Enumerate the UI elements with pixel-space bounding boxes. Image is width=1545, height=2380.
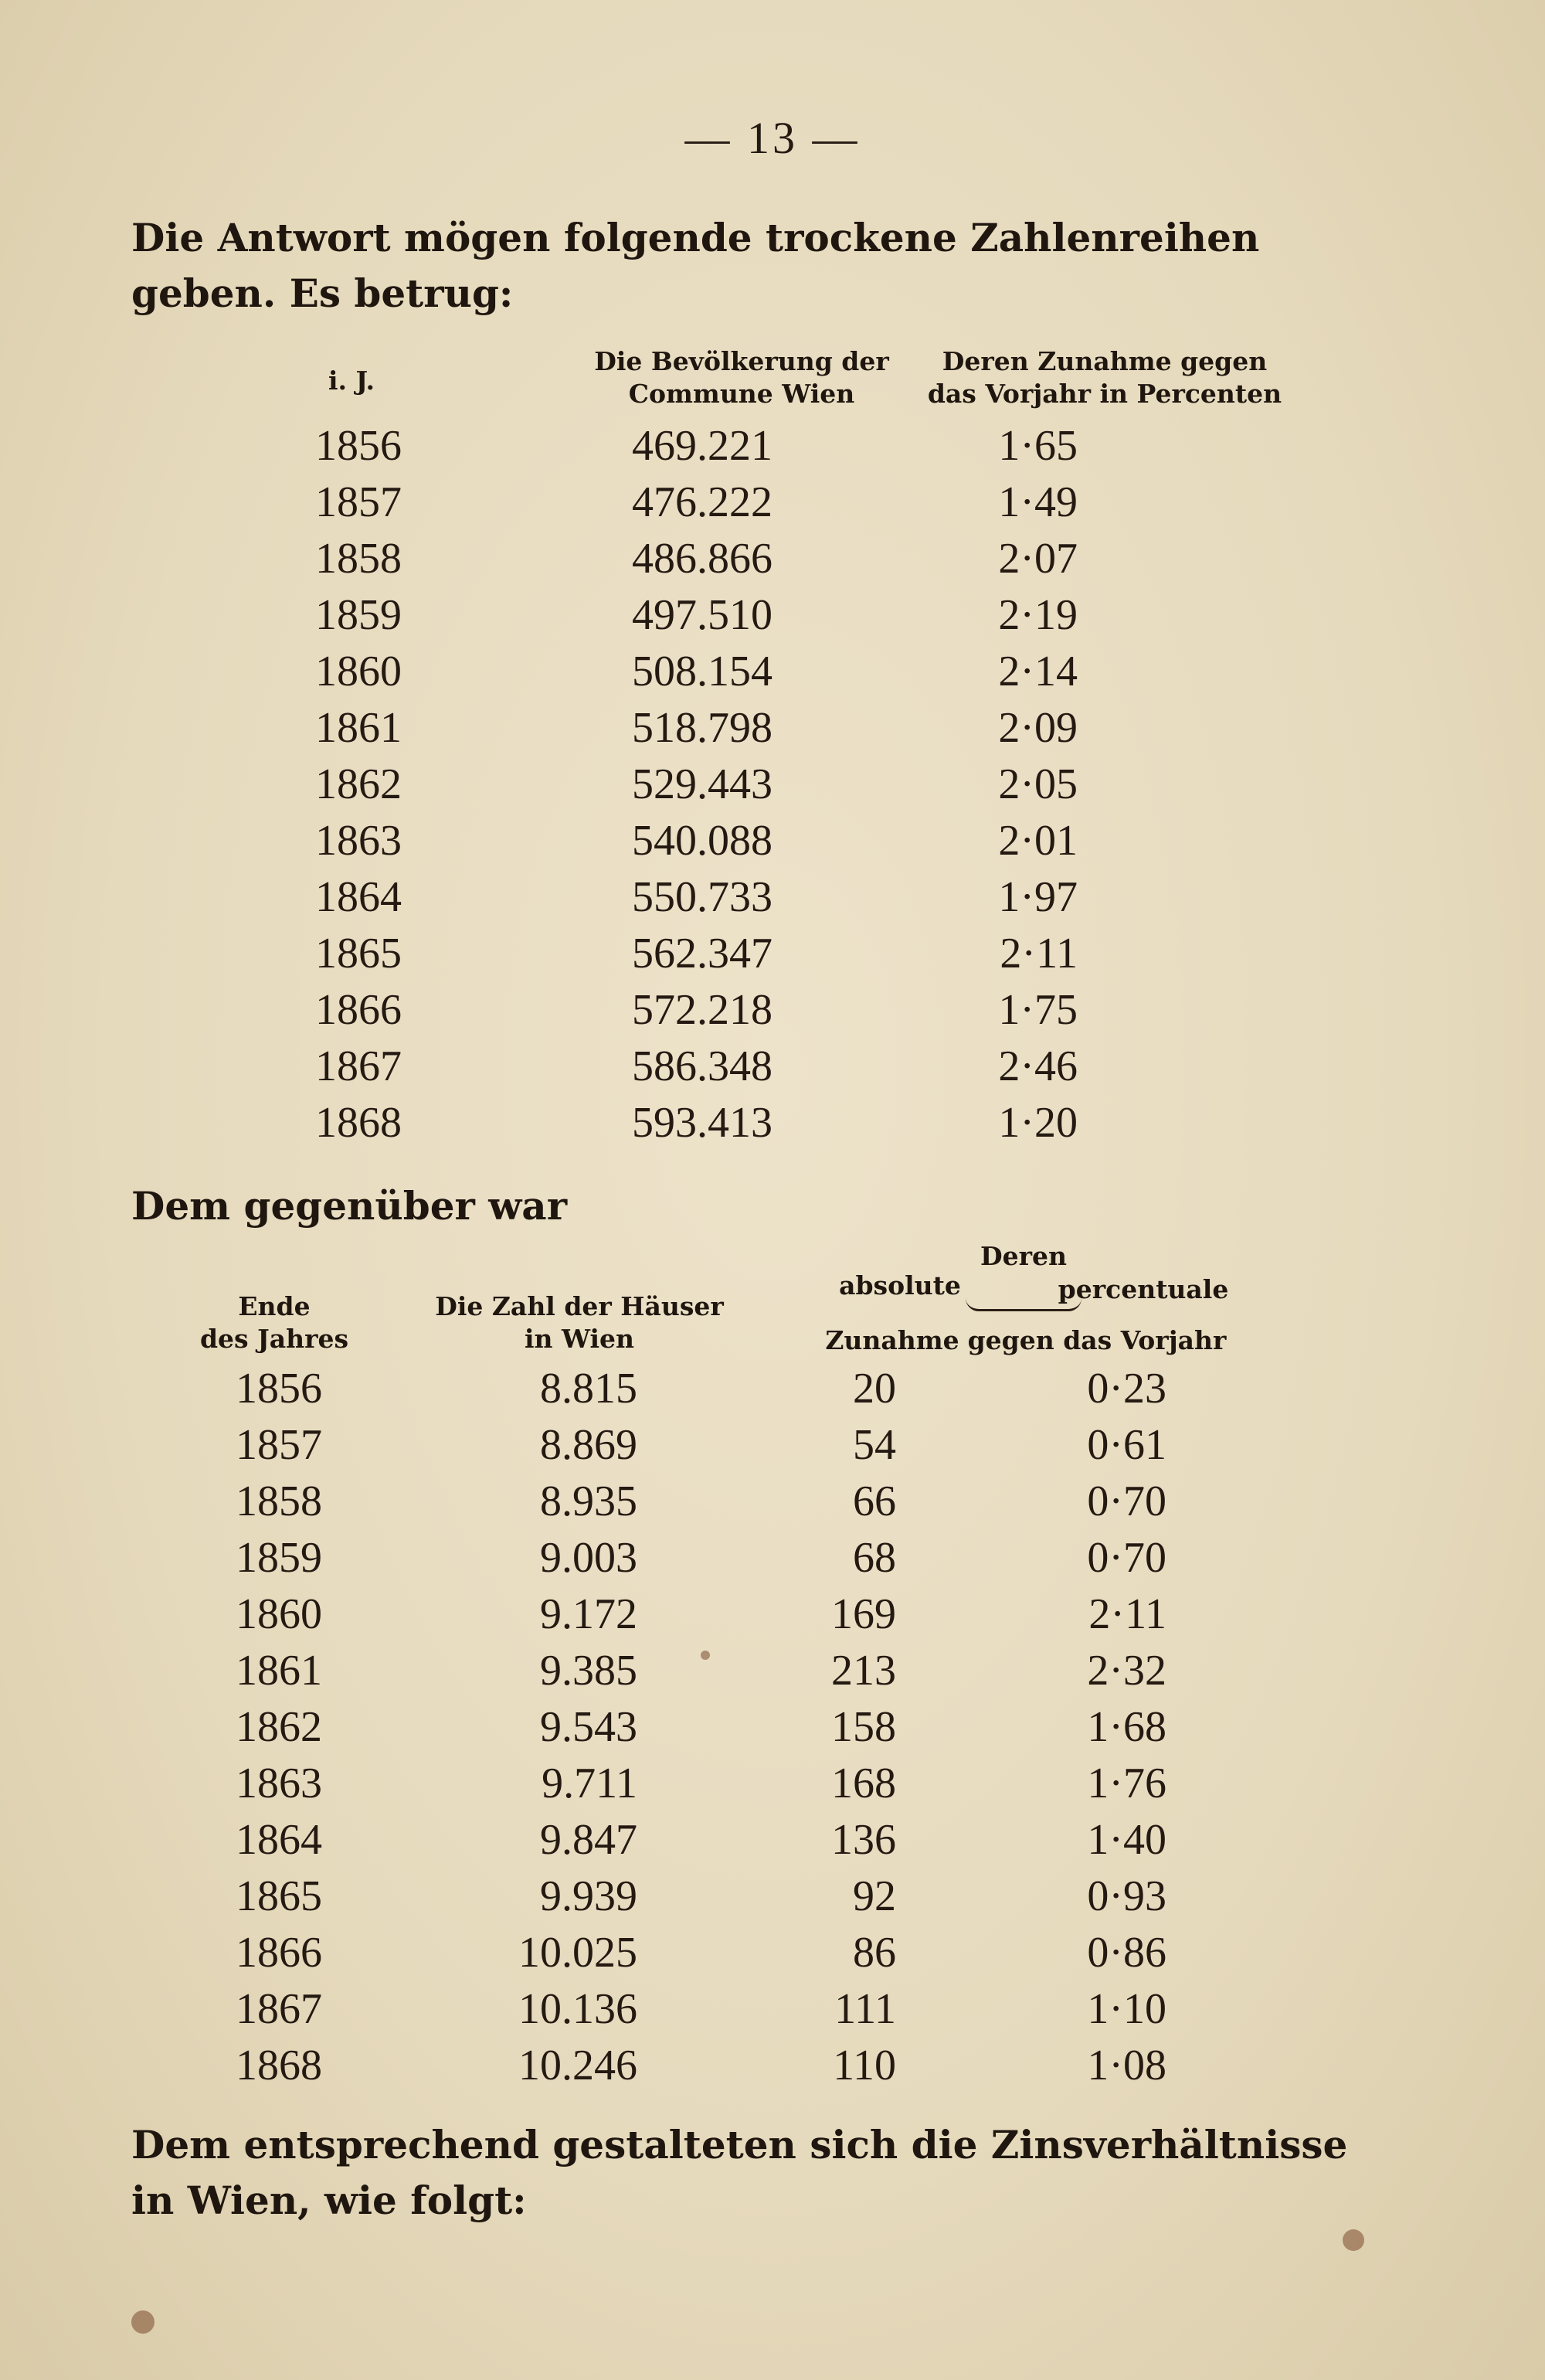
table1-header-year	[294, 365, 409, 397]
table1-cell-percent: 1·49	[998, 478, 1078, 526]
table1-cell-percent: 2·14	[998, 648, 1078, 695]
table2-cell-percent: 0·23	[1087, 1365, 1166, 1413]
table2-cell-absolute: 136	[831, 1816, 896, 1864]
table2-cell-houses: 9.711	[542, 1760, 637, 1807]
table1-cell-population: 497.510	[632, 591, 772, 639]
table2-cell-percent: 0·70	[1087, 1477, 1166, 1525]
table1-cell-population: 508.154	[632, 648, 772, 695]
table2-cell-absolute: 68	[853, 1534, 896, 1582]
table2-cell-houses: 8.869	[540, 1421, 637, 1469]
paper-stain	[701, 1651, 710, 1660]
paper-stain	[1343, 2229, 1364, 2251]
table2-cell-percent: 0·61	[1087, 1421, 1166, 1469]
table1-cell-population: 469.221	[632, 422, 772, 470]
table1-cell-percent: 2·09	[998, 704, 1078, 752]
intro-paragraph: Die Antwort mögen folgende trockene Zahlenreihen geben. Es betrug:	[131, 215, 1260, 316]
table2-cell-year: 1868	[236, 2042, 322, 2089]
table2-header-houses	[417, 1290, 742, 1355]
table2-cell-percent: 2·32	[1087, 1647, 1166, 1695]
table2-cell-year: 1862	[236, 1703, 322, 1751]
table2-cell-percent: 1·08	[1087, 2042, 1166, 2089]
table1-cell-percent: 2·05	[998, 760, 1078, 808]
table2-header-houses-line1: Die Zahl der Häuser	[435, 1291, 724, 1321]
table2-cell-percent: 0·93	[1087, 1872, 1166, 1920]
table2-header-absolute-line1: absolute	[839, 1270, 961, 1300]
table1-cell-year: 1867	[315, 1042, 402, 1090]
table1-cell-percent: 2·01	[998, 817, 1078, 865]
table2-cell-absolute: 158	[831, 1703, 896, 1751]
table2-cell-absolute: 54	[853, 1421, 896, 1469]
table1-cell-year: 1868	[315, 1099, 402, 1147]
table2-header-percent-line2: gegen das Vorjahr	[967, 1325, 1227, 1355]
table2-cell-absolute: 66	[853, 1477, 896, 1525]
table2-header-deren: Deren	[980, 1241, 1067, 1271]
table2-header-percent-line1: percentuale	[1058, 1274, 1229, 1304]
table2-cell-absolute: 213	[831, 1647, 896, 1695]
table1-header-increase-line1: Deren Zunahme gegen	[942, 346, 1268, 376]
table2-cell-year: 1864	[236, 1816, 322, 1864]
table2-cell-year: 1860	[236, 1590, 322, 1638]
table1-cell-percent: 2·19	[998, 591, 1078, 639]
table2-cell-absolute: 168	[831, 1760, 896, 1807]
table2-cell-year: 1858	[236, 1477, 322, 1525]
table1-cell-year: 1858	[315, 535, 402, 583]
table1-cell-year: 1862	[315, 760, 402, 808]
table2-cell-year: 1867	[236, 1985, 322, 2033]
table2-cell-houses: 9.385	[540, 1647, 637, 1695]
transition-paragraph: Dem gegenüber war	[131, 1183, 568, 1229]
table1-cell-percent: 1·97	[998, 873, 1078, 921]
table2-cell-absolute: 20	[853, 1365, 896, 1413]
table2-header-year-line1: Ende	[238, 1291, 311, 1321]
table1-cell-population: 529.443	[632, 760, 772, 808]
table1-cell-percent: 1·20	[998, 1099, 1078, 1147]
table2-cell-houses: 9.939	[540, 1872, 637, 1920]
table2-header-absolute-line2: Zunahme	[825, 1325, 959, 1355]
table1-cell-population: 586.348	[632, 1042, 772, 1090]
table2-cell-houses: 9.003	[540, 1534, 637, 1582]
table2-cell-year: 1859	[236, 1534, 322, 1582]
table2-header-brace	[966, 1298, 1082, 1311]
table1-cell-percent: 1·75	[998, 986, 1078, 1034]
table2-cell-houses: 8.935	[540, 1477, 637, 1525]
table2-cell-year: 1861	[236, 1647, 322, 1695]
table1-cell-population: 476.222	[632, 478, 772, 526]
table1-cell-percent: 1·65	[998, 422, 1078, 470]
table1-cell-year: 1861	[315, 704, 402, 752]
table1-cell-year: 1863	[315, 817, 402, 865]
table1-cell-year: 1860	[315, 648, 402, 695]
table2-cell-year: 1865	[236, 1872, 322, 1920]
table2-cell-percent: 0·70	[1087, 1534, 1166, 1582]
table1-cell-population: 572.218	[632, 986, 772, 1034]
table2-header-year	[178, 1290, 371, 1355]
table1-cell-population: 486.866	[632, 535, 772, 583]
table2-cell-houses: 10.025	[518, 1929, 637, 1977]
table1-header-increase-line2: das Vorjahr in Percenten	[927, 379, 1282, 409]
table1-cell-percent: 2·46	[998, 1042, 1078, 1090]
table2-cell-percent: 1·10	[1087, 1985, 1166, 2033]
table2-cell-houses: 8.815	[540, 1365, 637, 1413]
table2-header-houses-line2: in Wien	[524, 1324, 635, 1354]
table1-cell-year: 1857	[315, 478, 402, 526]
table1-header-year-text: i. J.	[328, 366, 375, 396]
table2-cell-year: 1856	[236, 1365, 322, 1413]
table2-cell-percent: 1·68	[1087, 1703, 1166, 1751]
table1-cell-population: 550.733	[632, 873, 772, 921]
table2-cell-percent: 0·86	[1087, 1929, 1166, 1977]
table1-cell-year: 1866	[315, 986, 402, 1034]
table1-cell-year: 1856	[315, 422, 402, 470]
table1-cell-year: 1859	[315, 591, 402, 639]
table1-header-increase	[873, 345, 1336, 410]
table1-cell-population: 540.088	[632, 817, 772, 865]
table1-cell-year: 1864	[315, 873, 402, 921]
table1-cell-population: 593.413	[632, 1099, 772, 1147]
table2-cell-absolute: 92	[853, 1872, 896, 1920]
closing-paragraph: Dem entsprechend gestalteten sich die Zinsverhältnisse in Wien, wie folgt:	[131, 2122, 1348, 2223]
table2-cell-year: 1857	[236, 1421, 322, 1469]
table2-cell-absolute: 111	[834, 1985, 896, 2033]
table2-cell-percent: 2·11	[1088, 1590, 1166, 1638]
table2-cell-houses: 10.136	[518, 1985, 637, 2033]
table2-cell-percent: 1·76	[1087, 1760, 1166, 1807]
table1-cell-population: 518.798	[632, 704, 772, 752]
table2-cell-absolute: 169	[831, 1590, 896, 1638]
page-number: — 13 —	[684, 113, 861, 163]
table1-cell-year: 1865	[315, 930, 402, 978]
table1-header-population-line1: Die Bevölkerung der	[594, 346, 889, 376]
table2-cell-absolute: 110	[833, 2042, 896, 2089]
table1-cell-population: 562.347	[632, 930, 772, 978]
table2-cell-houses: 9.543	[540, 1703, 637, 1751]
table2-cell-percent: 1·40	[1087, 1816, 1166, 1864]
table2-cell-absolute: 86	[853, 1929, 896, 1977]
paper-stain	[131, 2310, 154, 2334]
table2-cell-houses: 9.172	[540, 1590, 637, 1638]
table1-header-population-line2: Commune Wien	[628, 379, 855, 409]
table2-cell-houses: 9.847	[540, 1816, 637, 1864]
table2-header-year-line2: des Jahres	[199, 1324, 349, 1354]
table2-cell-houses: 10.246	[518, 2042, 637, 2089]
table2-cell-year: 1863	[236, 1760, 322, 1807]
table1-cell-percent: 2·07	[998, 535, 1078, 583]
table2-cell-year: 1866	[236, 1929, 322, 1977]
table1-cell-percent: 2·11	[1000, 930, 1078, 978]
